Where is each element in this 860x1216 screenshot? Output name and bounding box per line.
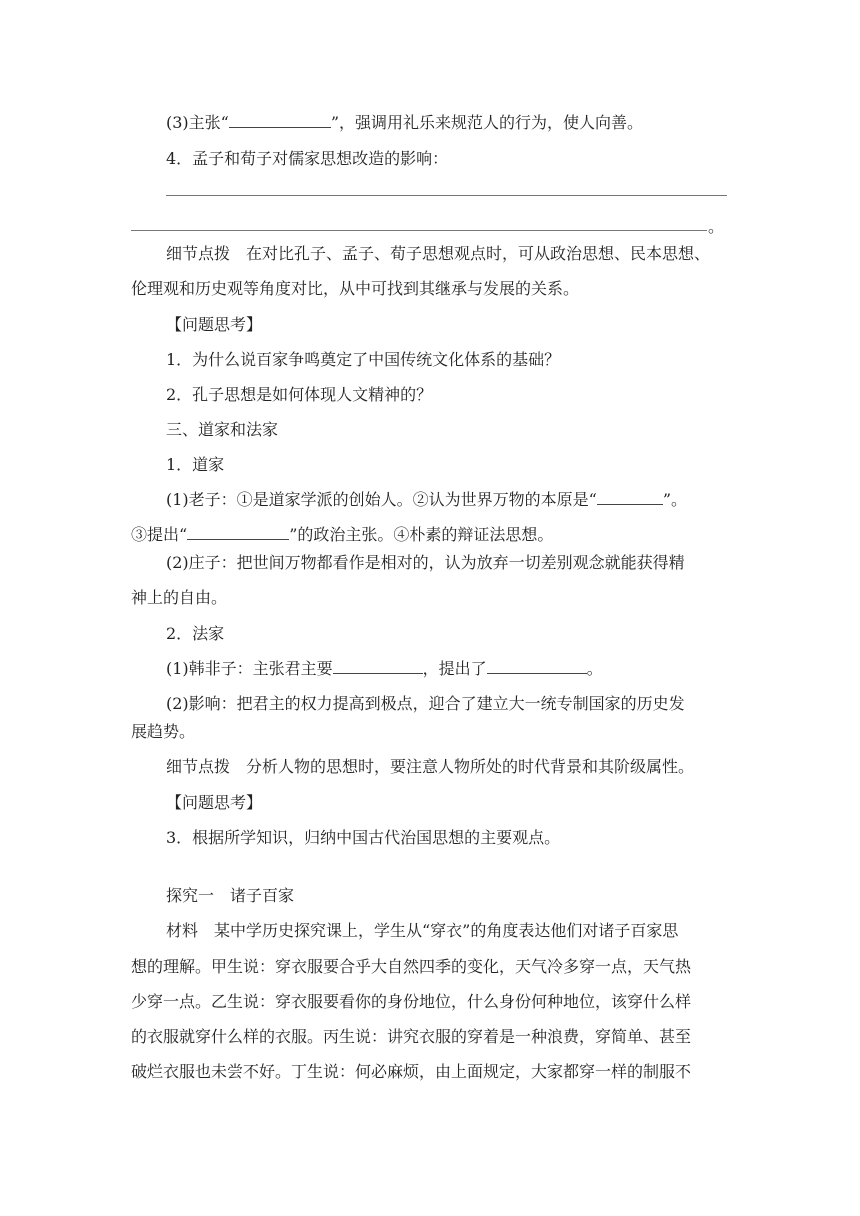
heading-daojia: 1．道家	[166, 455, 225, 474]
text-segment: (3)主张“	[166, 113, 229, 132]
question-2: 2．孔子思想是如何体现人文精神的？	[166, 385, 433, 404]
answer-line[interactable]	[131, 230, 707, 231]
material-line-4: 的衣服就穿什么样的衣服。丙生说：讲究衣服的穿着是一种浪费，穿简单、甚至	[131, 1027, 692, 1046]
line-zhangzhang	[166, 111, 643, 135]
text-segment: (1)韩非子：主张君主要	[166, 659, 333, 678]
heading-fajia: 2．法家	[166, 624, 225, 643]
line-influence-cont: 展趋势。	[131, 722, 196, 741]
line-zhuangzi: (2)庄子：把世间万物都看作是相对的，认为放弃一切差别观念就能获得精	[166, 553, 685, 572]
text-segment: 。	[586, 659, 603, 678]
text-segment: ，提出了	[422, 659, 487, 678]
section-heading-daojia-fajia: 三、道家和法家	[166, 420, 279, 439]
fill-blank[interactable]	[597, 489, 663, 505]
inquiry-heading: 探究一 诸子百家	[166, 886, 295, 905]
line-zhuangzi-cont: 神上的自由。	[131, 588, 228, 607]
text-segment: ”，强调用礼乐来规范人的行为，使人向善。	[330, 113, 644, 132]
detail-tip-1-cont: 伦理观和历史观等角度对比，从中可找到其继承与发展的关系。	[131, 279, 580, 298]
question-1: 1．为什么说百家争鸣奠定了中国传统文化体系的基础？	[166, 350, 561, 369]
answer-line[interactable]	[166, 195, 727, 196]
detail-tip-2: 细节点拨 分析人物的思想时，要注意人物所处的时代背景和其阶级属性。	[166, 757, 695, 776]
text-segment: (1)老子：①是道家学派的创始人。②认为世界万物的本原是“	[166, 490, 597, 509]
question-3: 3．根据所学知识，归纳中国古代治国思想的主要观点。	[166, 828, 561, 847]
section-question-title-2: 【问题思考】	[166, 793, 263, 812]
text-segment: ”的政治主张。④朴素的辩证法思想。	[289, 525, 554, 544]
material-line-5: 破烂衣服也未尝不好。丁生说：何必麻烦，由上面规定，大家都穿一样的制服不	[131, 1062, 692, 1081]
line-laozi	[166, 488, 687, 512]
fill-blank[interactable]	[487, 658, 587, 674]
material-line-2: 想的理解。甲生说：穿衣服要合乎大自然四季的变化，天气冷多穿一点，天气热	[131, 957, 692, 976]
detail-tip-1: 细节点拨 在对比孔子、孟子、荀子思想观点时，可从政治思想、民本思想、	[166, 244, 711, 263]
text-segment: ③提出“	[131, 525, 188, 544]
line-influence: (2)影响：把君主的权力提高到极点，迎合了建立大一统专制国家的历史发	[166, 694, 685, 713]
period-mark: 。	[708, 217, 725, 236]
material-line-3: 少穿一点。乙生说：穿衣服要看你的身份地位，什么身份何种地位，该穿什么样	[131, 992, 692, 1011]
fill-blank[interactable]	[229, 112, 331, 128]
section-question-title: 【问题思考】	[166, 315, 263, 334]
text-segment: ”。	[662, 490, 688, 509]
fill-blank[interactable]	[187, 524, 289, 540]
line-laozi-cont	[131, 523, 553, 547]
fill-blank[interactable]	[333, 658, 423, 674]
line-hanfeizi	[166, 657, 603, 681]
heading-mengzi-xunzi: 4．孟子和荀子对儒家思想改造的影响：	[166, 149, 449, 168]
material-line-1: 材料 某中学历史探究课上，学生从“穿衣”的角度表达他们对诸子百家思	[166, 921, 679, 940]
